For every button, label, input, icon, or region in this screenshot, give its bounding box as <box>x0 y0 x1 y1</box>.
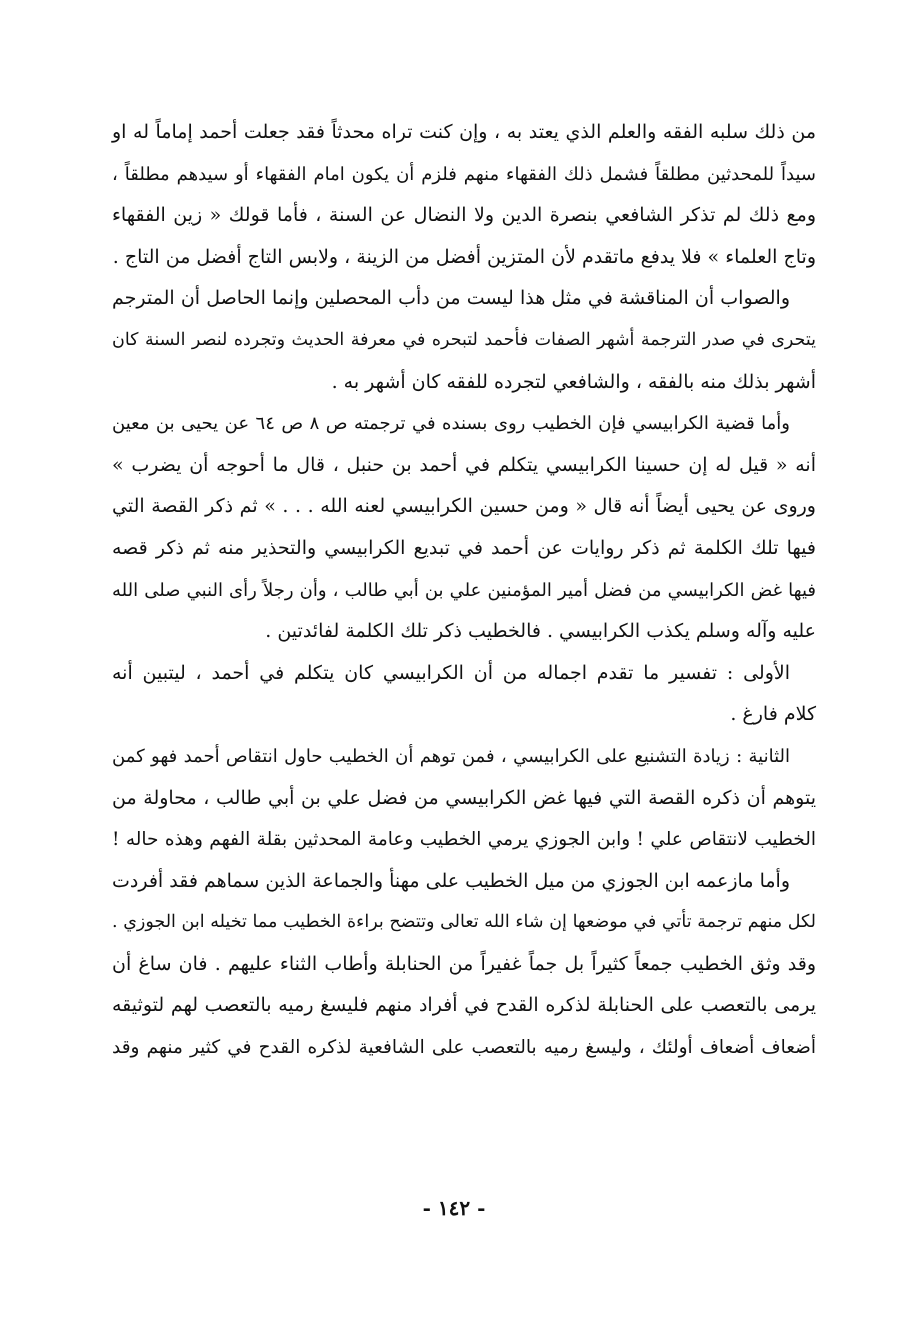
text-line: الثانية : زيادة التشنيع على الكرابيسي ، فمن توهم أن الخطيب حاول انتقاص أحمد فهو كمن <box>112 745 790 767</box>
text-line: يرمى بالتعصب على الحنابلة لذكره القدح في أفراد منهم فليسغ رميه بالتعصب لهم لتوثيقه <box>112 994 816 1017</box>
text-line: وأما مازعمه ابن الجوزي من ميل الخطيب على مهنأ والجماعة الذين سماهم فقد أفردت <box>112 869 790 892</box>
text-line: أضعاف أضعاف أولئك ، وليسغ رميه بالتعصب على الشافعية لذكره القدح في كثير منهم وقد <box>112 1037 816 1059</box>
paragraph-1 <box>112 112 816 278</box>
text-line: يتحرى في صدر الترجمة أشهر الصفات فأحمد لتبحره في معرفة الحديث وتجرده لنصر السنة كان <box>112 329 816 350</box>
text-line: لكل منهم ترجمة تأتي في موضعها إن شاء الله تعالى وتتضح براءة الخطيب مما تخيله ابن الجوزي . <box>112 912 816 933</box>
text-line: يتوهم أن ذكره القصة التي فيها غض الكرابيسي من فضل علي بن أبي طالب ، محاولة من <box>112 786 816 809</box>
paragraph-4 <box>112 653 816 736</box>
page-number: - ١٤٢ - <box>422 1196 486 1220</box>
paragraph-6 <box>112 861 816 1069</box>
text-line: أنه « قيل له إن حسينا الكرابيسي يتكلم في أحمد بن حنبل ، قال ما أحوجه أن يضرب » <box>112 453 816 476</box>
text-line: سيداً للمحدثين مطلقاً فشمل ذلك الفقهاء منهم فلزم أن يكون امام الفقهاء أو سيدهم مطلقاً ، <box>112 163 816 185</box>
text-line: عليه وآله وسلم يكذب الكرابيسي . فالخطيب ذكر تلك الكلمة لفائدتين . <box>265 620 816 643</box>
text-line: وتاج العلماء » فلا يدفع ماتقدم لأن المتزين أفضل من الزينة ، ولابس التاج أفضل من التاج . <box>112 245 816 268</box>
paragraph-3 <box>112 403 816 653</box>
text-line: من ذلك سلبه الفقه والعلم الذي يعتد به ، وإن كنت تراه محدثاً فقد جعلت أحمد إماماً له او <box>112 121 816 143</box>
paragraph-5 <box>112 736 816 861</box>
text-line: فيها تلك الكلمة ثم ذكر روايات عن أحمد في تبديع الكرابيسي والتحذير منه ثم ذكر قصه <box>112 536 816 559</box>
text-line: ومع ذلك لم تذكر الشافعي بنصرة الدين ولا النضال عن السنة ، فأما قولك « زين الفقهاء <box>112 204 816 227</box>
text-line: وروى عن يحيى أيضاً أنه قال « ومن حسين الكرابيسي لعنه الله . . . » ثم ذكر القصة التي <box>112 495 816 518</box>
text-line: وأما قضية الكرابيسي فإن الخطيب روى بسنده في ترجمته ص ٨ ص ٦٤ عن يحيى بن معين <box>112 413 790 435</box>
text-line: أشهر بذلك منه بالفقه ، والشافعي لتجرده للفقه كان أشهر به . <box>331 370 816 393</box>
paragraph-2 <box>112 278 816 403</box>
page-body <box>112 112 816 1069</box>
text-line: فيها غض الكرابيسي من فضل أمير المؤمنين علي بن أبي طالب ، وأن رجلاً رأى النبي صلى الله <box>112 579 816 601</box>
text-line: وقد وثق الخطيب جمعاً كثيراً بل جماً غفيراً من الحنابلة وأطاب الثناء عليهم . فان ساغ أن <box>112 952 816 975</box>
text-line: الأولى : تفسير ما تقدم اجماله من أن الكرابيسي كان يتكلم في أحمد ، ليتبين أنه <box>112 661 790 684</box>
text-line: والصواب أن المناقشة في مثل هذا ليست من دأب المحصلين وإنما الحاصل أن المترجم <box>112 287 790 310</box>
text-line: الخطيب لانتقاص علي ! وابن الجوزي يرمي الخطيب وعامة المحدثين بقلة الفهم وهذه حاله ! <box>112 829 816 851</box>
text-line: كلام فارغ . <box>730 703 816 726</box>
